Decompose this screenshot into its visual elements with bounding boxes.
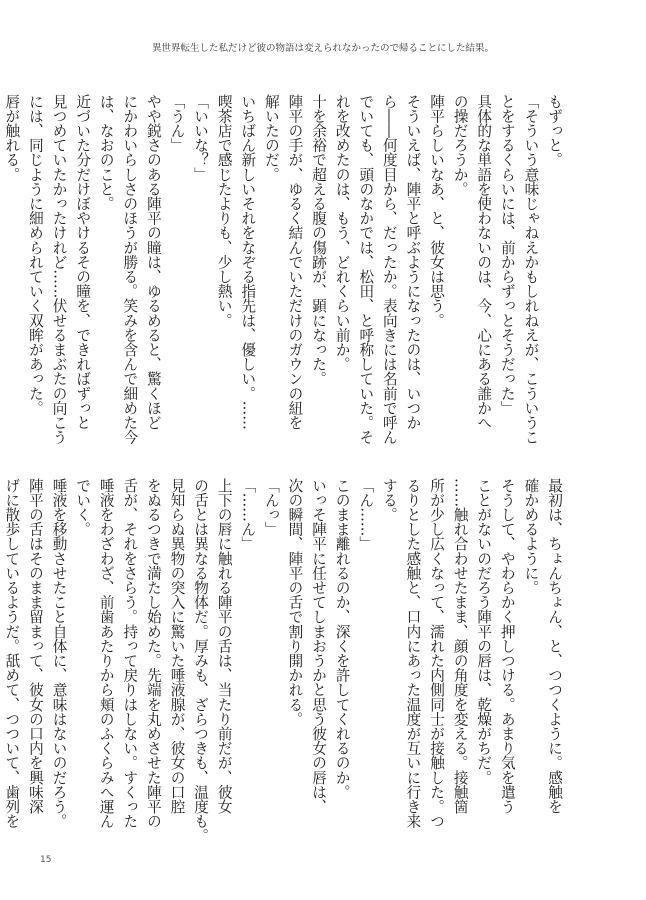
text-line: このまま離れるのか、深くを許してくれるのか。 (333, 478, 351, 800)
text-line: とをするくらいには、前からずっとそうだった」 (498, 94, 516, 416)
text-line: 確かめるように。 (522, 478, 540, 595)
lower-text-column (0, 478, 566, 843)
text-line: ことがないのだろう陣平の唇は、乾燥がちだ。 (475, 478, 493, 785)
text-line: 陣平の舌はそのまま留まって、彼女の口内を興味深 (26, 478, 44, 814)
text-line: 十を余裕で超える腹の傷跡が、顕になった。 (310, 94, 328, 386)
text-line: 所が少し広くなって、濡れた内側同士が接触した。つ (428, 478, 446, 829)
text-line: をぬるつきで満たし始めた。先端を丸めさせた陣平の (144, 478, 162, 829)
text-line: 「そういう意味じゃねえかもしれねえが、こういうこ (522, 94, 540, 445)
text-line: 「うん」 (168, 94, 186, 153)
text-line: いちばん新しいそれをなぞる指先は、優しい。…… (239, 94, 257, 430)
text-line: する。 (380, 478, 398, 522)
text-line: の舌とは異なる物体だ。厚みも、ざらつきも、温度も。 (192, 478, 210, 843)
text-line: 唇が触れる。 (3, 94, 21, 182)
text-line: 「……ん」 (239, 478, 257, 551)
text-line: げに散歩しているようだ。舐めて、つついて、歯列を (3, 478, 21, 829)
text-line: そういえば、陣平と呼ぶようになったのは、いつか (404, 94, 422, 430)
text-line: の操だろうか。 (451, 94, 469, 197)
text-line: 陣平の手が、ゆるく結んでいただけのガウンの紐を (286, 94, 304, 430)
text-line: にかわいらしさのほうが勝る。笑みを含んで細めた今 (121, 94, 139, 445)
text-line: いっそ陣平に任せてしまおうかと思う彼女の唇は、 (310, 478, 328, 814)
text-line: るりとした感触と、口内にあった温度が互いに行き来 (404, 478, 422, 829)
text-line: そうして、やわらかく押しつける。あまり気を遣う (498, 478, 516, 814)
text-line: 「ん……」 (357, 478, 375, 551)
text-line: 見知らぬ異物の突入に驚いた唾液腺が、彼女の口腔 (168, 478, 186, 814)
text-line: 具体的な単語を使わないのは、今、心にある誰かへ (475, 94, 493, 430)
text-line: れを改めたのは、もう、どれくらい前か。 (333, 94, 351, 372)
text-line: 喫茶店で感じたよりも、少し熱い。 (215, 94, 233, 328)
text-line: 見つめていたかったけれど……伏せるまぶたの向こう (50, 94, 68, 445)
page-number: 15 (40, 855, 52, 865)
text-line: ……触れ合わせたまま、顔の角度を変える。接触箇 (451, 478, 469, 814)
text-line: 舌が、それをさらう。持って戻りはしない。すくった (121, 478, 139, 829)
text-line: でいても、頭のなかでは、松田、と呼称していた。そ (357, 94, 375, 445)
text-line: 「いいな？」 (192, 94, 210, 182)
running-header: 異世界転生した私だけど彼の物語は変えられなかったので帰ることにした結果。 (151, 43, 494, 54)
text-line: ら――何度目から、だったか。表向きには名前で呼ん (380, 94, 398, 445)
text-line: もずっと。 (546, 94, 563, 167)
text-line: 陣平らしいなあ、と、彼女は思う。 (428, 94, 446, 328)
text-line: でいく。 (74, 478, 92, 537)
text-line: には、同じように細められていく双眸があった。 (26, 94, 44, 416)
text-line: 最初は、ちょんちょん、と、つつくように。感触を (546, 478, 563, 814)
text-line: 唾液をわざわざ、前歯あたりから頬のふくらみへ運ん (97, 478, 115, 829)
text-line: 次の瞬間、陣平の舌で割り開かれる。 (286, 478, 304, 727)
text-line: 「んっ」 (262, 478, 280, 537)
text-line: 唾液を移動させたこと自体に、意味はないのだろう。 (50, 478, 68, 829)
text-line: 解いたのだ。 (262, 94, 280, 182)
upper-text-column (0, 94, 566, 445)
text-line: やや鋭さのある陣平の瞳は、ゆるめると、驚くほど (144, 94, 162, 430)
text-line: は、なおのこと。 (97, 94, 115, 211)
text-line: 上下の唇に触れる陣平の舌は、当たり前だが、彼女 (215, 478, 233, 814)
text-line: 近づいた分だけぼやけるその瞳を、できればずっと (74, 94, 92, 430)
